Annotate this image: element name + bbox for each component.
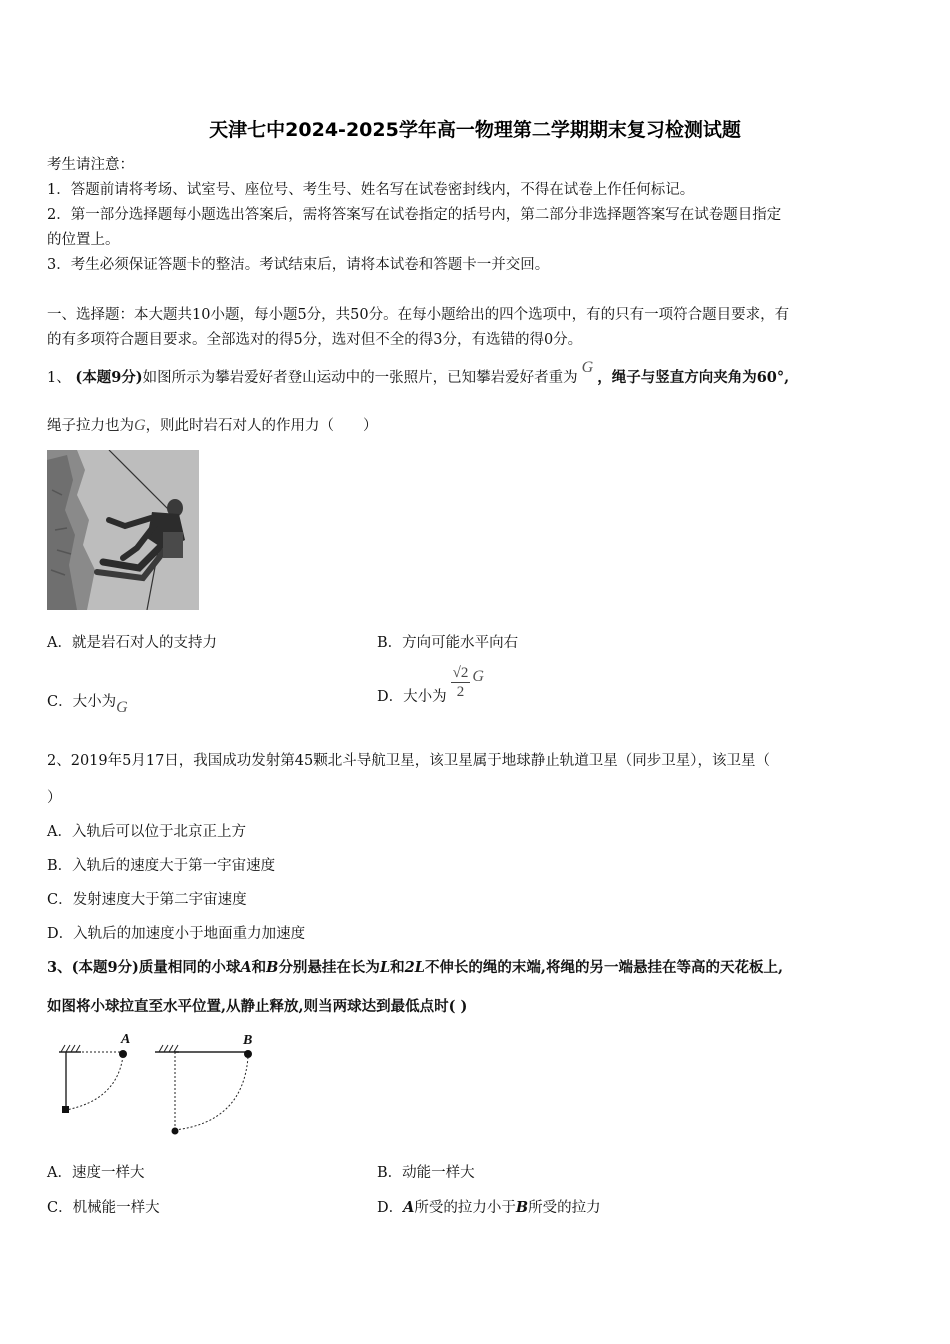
pendulum-a-label: A [121, 1032, 131, 1047]
q3-length-2l: 2L [404, 959, 425, 976]
page-title: 天津七中2024-2025学年高一物理第二学期期末复习检测试题 [209, 119, 741, 141]
q3-text-b: 分别悬挂在长为 [278, 959, 380, 976]
q3-length-l: L [379, 959, 391, 976]
q3-option-d-c: 所受的拉力 [528, 1200, 601, 1216]
section-heading-line1: 一、选择题：本大题共10小题，每小题5分，共50分。在每小题给出的四个选项中，有的只有一项符合题目要求，有 [47, 307, 790, 323]
pendulum-b [155, 1033, 252, 1135]
q3-option-d[interactable] [377, 1196, 601, 1217]
q3-text-c: 和 [390, 959, 405, 976]
notice-item-2: 2．第一部分选择题每小题选出答案后，需将答案写在试卷指定的括号内，第二部分非选择题答案写在试卷题目指定 [47, 207, 782, 223]
q3-option-b[interactable]: B．动能一样大 [377, 1165, 475, 1181]
q3-text-d: 不伸长的绳的末端,将绳的另一端悬挂在等高的天花板上, [424, 959, 784, 976]
q1-tension-symbol: G [134, 417, 146, 434]
q3-option-a[interactable]: A．速度一样大 [47, 1165, 145, 1181]
notice-item-3: 3．考生必须保证答题卡的整洁。考试结束后，请将本试卷和答题卡一并交回。 [47, 257, 550, 273]
notice-item-2-cont: 的位置上。 [47, 232, 120, 248]
q3-option-d-a: D． [377, 1200, 404, 1216]
q1-line2-a: 绳子拉力也为 [47, 418, 134, 434]
q2-option-b[interactable]: B．入轨后的速度大于第一宇宙速度 [47, 858, 276, 874]
q1-option-b[interactable]: B．方向可能水平向右 [377, 635, 519, 651]
notice-heading: 考生请注意： [47, 157, 134, 173]
q1-line2 [47, 414, 378, 435]
q1-option-c-label: C．大小为 [47, 694, 117, 710]
fraction-denominator: 2 [456, 684, 465, 700]
q1-line2-b: ，则此时岩石对人的作用力（ ） [145, 418, 378, 434]
q1-option-a[interactable]: A．就是岩石对人的支持力 [47, 635, 217, 651]
pendulum-b-label: B [243, 1033, 253, 1048]
q1-option-d-symbol: G [472, 667, 484, 685]
q3-ball-b: B [266, 959, 279, 976]
q1-gravity-symbol: G [581, 359, 594, 376]
q1-number: 1、 [47, 370, 71, 386]
q2-line1: 2、2019年5月17日，我国成功发射第45颗北斗导航卫星，该卫星属于地球静止轨道卫星（同步卫星），该卫星（ [47, 753, 770, 769]
q2-option-d[interactable]: D．入轨后的加速度小于地面重力加速度 [47, 926, 306, 942]
q3-text-a: 3、(本题9分)质量相同的小球 [47, 959, 241, 976]
pendulum-a [59, 1032, 130, 1113]
q3-ball-a: A [240, 959, 252, 976]
section-heading-line2: 的有多项符合题目要求。全部选对的得5分，选对但不全的得3分，有选错的得0分。 [47, 332, 583, 348]
q1-option-d-fraction [451, 664, 471, 701]
q1-option-d-label: D．大小为 [377, 688, 447, 705]
q1-option-c[interactable] [47, 690, 128, 716]
q1-text-a: 如图所示为攀岩爱好者登山运动中的一张照片，已知攀岩爱好者重为 [142, 370, 578, 386]
notice-item-1: 1．答题前请将考场、试室号、座位号、考生号、姓名写在试卷密封线内，不得在试卷上作任何标记。 [47, 182, 695, 198]
q3-option-d-b: 所受的拉力小于 [414, 1200, 516, 1216]
q1-tag: (本题9分) [75, 369, 143, 386]
q3-option-c[interactable]: C．机械能一样大 [47, 1200, 160, 1216]
q1-option-c-symbol: G [116, 699, 128, 716]
q1-line1 [47, 359, 790, 387]
fraction-numerator: √2 [452, 665, 469, 681]
q2-line2: ） [47, 790, 62, 806]
q3-option-d-ball-b: B [515, 1199, 529, 1216]
q3-line1 [47, 956, 783, 977]
q3-pendulum-figure [47, 1030, 277, 1142]
q2-option-c[interactable]: C．发射速度大于第二宇宙速度 [47, 892, 247, 908]
q1-text-b: ，绳子与竖直方向夹角为60°, [597, 369, 790, 386]
q3-line2: 如图将小球拉直至水平位置,从静止释放,则当两球达到最低点时( ) [47, 998, 468, 1015]
q3-and: 和 [251, 959, 267, 976]
q2-option-a[interactable]: A．入轨后可以位于北京正上方 [47, 824, 246, 840]
q3-option-d-ball-a: A [403, 1199, 415, 1216]
q1-option-d[interactable] [377, 664, 484, 705]
q1-climber-photo [47, 450, 199, 610]
